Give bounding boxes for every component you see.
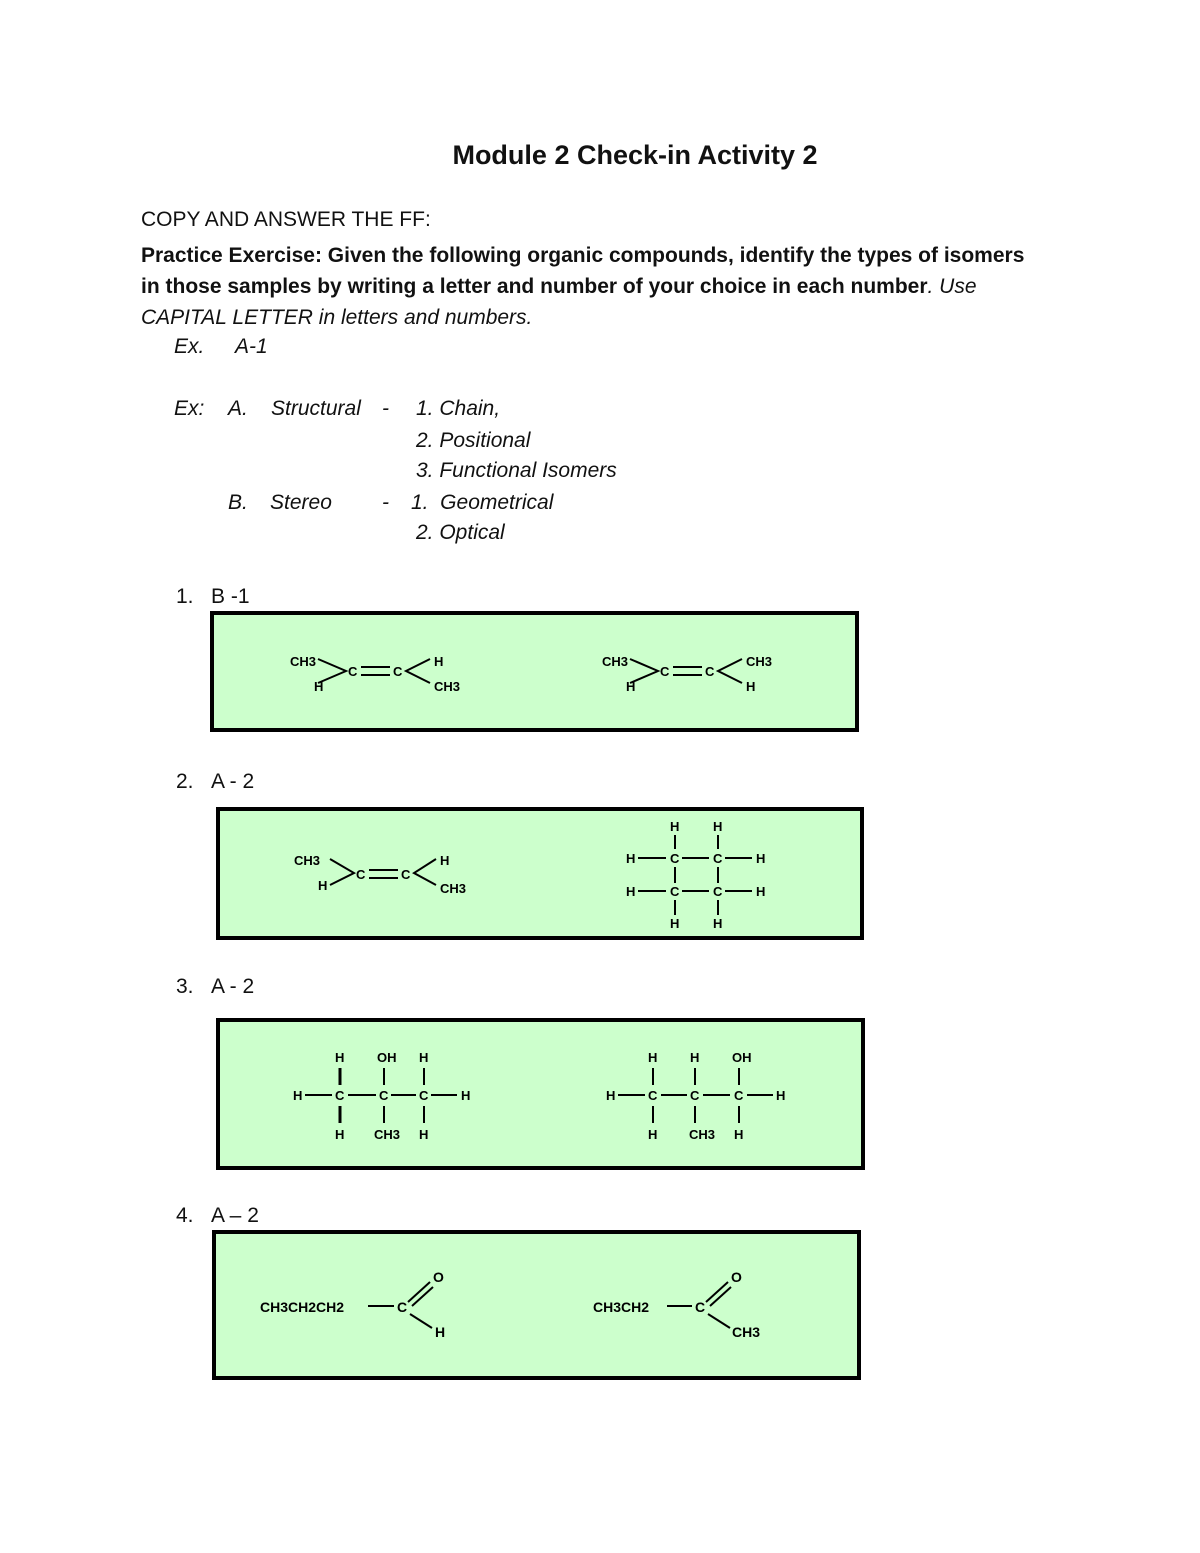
ch3-label: CH3 — [602, 654, 629, 669]
c-label: C — [397, 1299, 408, 1315]
h-label: H — [690, 1050, 700, 1065]
h-label: H — [419, 1127, 429, 1142]
h-label: H — [434, 654, 444, 669]
question-1-structure-box — [210, 611, 859, 732]
h-label: H — [626, 851, 636, 866]
h-label: H — [335, 1127, 345, 1142]
h-label: H — [435, 1324, 446, 1340]
h-label: H — [606, 1088, 616, 1103]
question-3-number: 3. — [176, 975, 194, 998]
legend-label: Ex: — [174, 397, 205, 420]
question-1-number: 1. — [176, 585, 194, 608]
question-1-answer: B -1 — [211, 585, 250, 608]
ch3-label: CH3 — [374, 1127, 401, 1142]
legend-a-letter: A. — [228, 397, 248, 420]
question-2-answer: A - 2 — [211, 770, 255, 793]
c-label: C — [393, 664, 403, 679]
h-label: H — [670, 916, 680, 931]
instructions-note: . Use CAPITAL LETTER in letters and numbers. — [141, 275, 977, 329]
example-label: Ex. — [174, 335, 205, 358]
section-heading: COPY AND ANSWER THE FF: — [141, 208, 431, 231]
question-4-structures — [216, 1234, 857, 1376]
h-label: H — [746, 679, 756, 694]
ch3-label: CH3 — [290, 654, 317, 669]
c-label: C — [660, 664, 670, 679]
page-title: Module 2 Check-in Activity 2 — [452, 140, 818, 170]
h-label: H — [713, 819, 723, 834]
h-label: H — [713, 916, 723, 931]
h-label: H — [648, 1127, 658, 1142]
ch3-label: CH3 — [746, 654, 773, 669]
ch3-label: CH3 — [294, 853, 321, 868]
c-label: C — [348, 664, 358, 679]
h-label: H — [461, 1088, 471, 1103]
h-label: H — [440, 853, 450, 868]
question-3-structures — [220, 1022, 861, 1166]
ch3-label: CH3 — [732, 1324, 761, 1340]
c-label: C — [335, 1088, 345, 1103]
c-label: C — [419, 1088, 429, 1103]
instructions-main: Practice Exercise: Given the following organic compounds, identify the types of isomers in those samples by writing a letter and number of your choice in each number — [141, 244, 1025, 298]
c-label: C — [670, 884, 680, 899]
h-label: H — [734, 1127, 744, 1142]
question-1-structures — [214, 615, 855, 728]
h-label: H — [756, 884, 766, 899]
instructions — [141, 240, 1041, 333]
c-label: C — [379, 1088, 389, 1103]
legend-a-item-2: 2. Positional — [416, 429, 531, 452]
legend-b-item-2: 2. Optical — [416, 521, 505, 544]
legend-b-letter: B. — [228, 491, 248, 514]
h-label: H — [776, 1088, 786, 1103]
legend-a-item-1: 1. Chain, — [416, 397, 501, 420]
question-2-number: 2. — [176, 770, 194, 793]
o-label: O — [433, 1269, 444, 1285]
h-label: H — [626, 884, 636, 899]
ch3-label: CH3 — [440, 881, 467, 896]
c-label: C — [690, 1088, 700, 1103]
c-label: C — [356, 867, 366, 882]
question-3-structure-box — [216, 1018, 865, 1170]
question-2-structures — [220, 811, 860, 936]
h-label: H — [648, 1050, 658, 1065]
question-4-number: 4. — [176, 1204, 194, 1227]
ch3-label: CH3 — [434, 679, 461, 694]
question-3-answer: A - 2 — [211, 975, 255, 998]
c-label: C — [734, 1088, 744, 1103]
oh-label: OH — [377, 1050, 397, 1065]
c-label: C — [713, 884, 723, 899]
h-label: H — [670, 819, 680, 834]
legend-b-item-1: 1. Geometrical — [411, 491, 554, 514]
c-label: C — [401, 867, 411, 882]
h-label: H — [756, 851, 766, 866]
example-value: A-1 — [235, 335, 268, 358]
c-label: C — [648, 1088, 658, 1103]
o-label: O — [731, 1269, 742, 1285]
h-label: H — [419, 1050, 429, 1065]
oh-label: OH — [732, 1050, 752, 1065]
h-label: H — [626, 679, 636, 694]
legend-a-item-3: 3. Functional Isomers — [416, 459, 617, 482]
c-label: C — [705, 664, 715, 679]
h-label: H — [335, 1050, 345, 1065]
ch3-label: CH3 — [689, 1127, 716, 1142]
h-label: H — [314, 679, 324, 694]
h-label: H — [318, 878, 328, 893]
h-label: H — [293, 1088, 303, 1103]
ch3ch2-label: CH3CH2 — [593, 1299, 650, 1315]
c-label: C — [670, 851, 680, 866]
ch3ch2ch2-label: CH3CH2CH2 — [260, 1299, 345, 1315]
legend-a-dash: - — [382, 397, 389, 420]
legend-b-dash: - — [382, 491, 389, 514]
legend-a-name: Structural — [271, 397, 361, 420]
c-label: C — [695, 1299, 706, 1315]
question-4-structure-box — [212, 1230, 861, 1380]
legend-b-name: Stereo — [270, 491, 332, 514]
question-2-structure-box — [216, 807, 864, 940]
question-4-answer: A – 2 — [211, 1204, 259, 1227]
c-label: C — [713, 851, 723, 866]
